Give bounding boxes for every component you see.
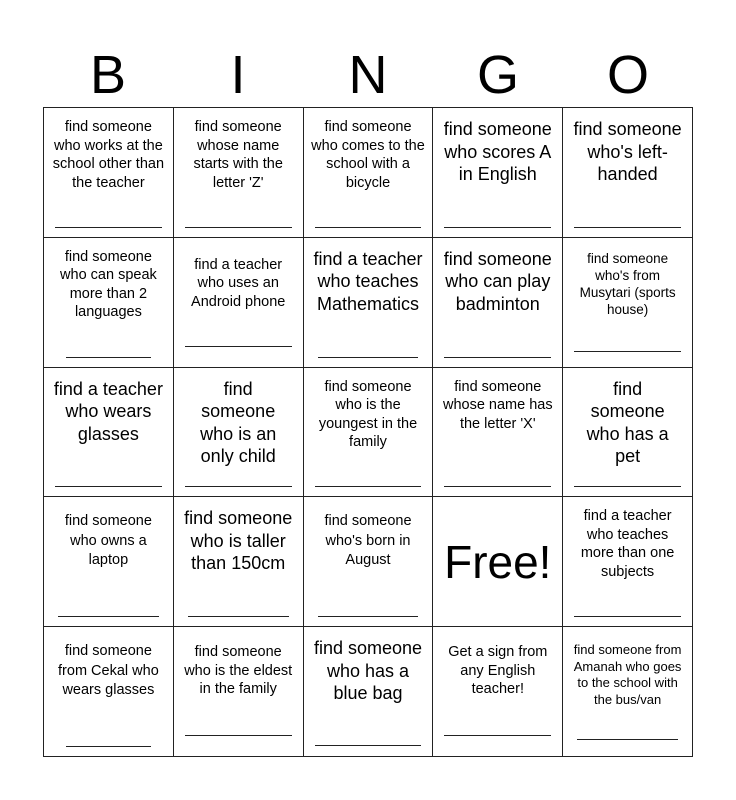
bingo-cell[interactable] bbox=[304, 497, 434, 627]
cell-prompt: find someone who is an only child bbox=[200, 378, 277, 467]
signature-line bbox=[55, 486, 162, 487]
signature-line bbox=[315, 745, 422, 746]
bingo-cell[interactable] bbox=[174, 368, 304, 498]
signature-line bbox=[66, 746, 151, 747]
cell-prompt: find a teacher who teaches more than one subjects bbox=[580, 508, 675, 580]
signature-line bbox=[444, 486, 551, 487]
bingo-cell[interactable] bbox=[433, 627, 563, 757]
header-letter-i: I bbox=[230, 45, 246, 105]
signature-line bbox=[574, 616, 681, 617]
cell-prompt: find someone who has a pet bbox=[586, 378, 669, 467]
bingo-grid bbox=[43, 107, 693, 757]
cell-prompt: find someone who owns a laptop bbox=[64, 513, 152, 569]
signature-line bbox=[318, 616, 419, 617]
cell-prompt: Get a sign from any English teacher! bbox=[448, 644, 548, 698]
cell-prompt: find someone who's born in August bbox=[324, 513, 412, 569]
signature-line bbox=[444, 357, 551, 358]
signature-line bbox=[66, 357, 151, 358]
signature-line bbox=[185, 346, 292, 347]
bingo-cell[interactable] bbox=[44, 368, 174, 498]
signature-line bbox=[55, 227, 162, 228]
bingo-cell[interactable] bbox=[304, 368, 434, 498]
cell-prompt: find someone who can speak more than 2 languages bbox=[60, 248, 157, 321]
cell-prompt: find a teacher who teaches Mathematics bbox=[313, 248, 423, 314]
bingo-cell[interactable] bbox=[563, 238, 693, 368]
bingo-cell[interactable] bbox=[563, 627, 693, 757]
cell-prompt: find someone who is the youngest in the family bbox=[318, 378, 418, 451]
cell-prompt: find someone who is the eldest in the family bbox=[184, 644, 293, 698]
cell-prompt: find someone who's from Musytari (sports house) bbox=[579, 250, 676, 317]
header-letter-o: O bbox=[606, 45, 649, 105]
signature-line bbox=[185, 735, 292, 736]
signature-line bbox=[318, 357, 419, 358]
cell-prompt: find someone who is taller than 150cm bbox=[184, 508, 293, 574]
signature-line bbox=[185, 486, 292, 487]
signature-line bbox=[188, 616, 289, 617]
cell-prompt: find someone from Cekal who wears glasses bbox=[58, 643, 159, 699]
cell-prompt: find a teacher who wears glasses bbox=[53, 378, 163, 444]
bingo-cell[interactable] bbox=[174, 497, 304, 627]
signature-line bbox=[574, 486, 681, 487]
bingo-cell[interactable] bbox=[174, 238, 304, 368]
bingo-cell[interactable] bbox=[563, 497, 693, 627]
bingo-cell[interactable] bbox=[44, 497, 174, 627]
bingo-header bbox=[43, 44, 693, 106]
header-letter-b: B bbox=[89, 45, 127, 105]
bingo-cell[interactable] bbox=[44, 238, 174, 368]
bingo-cell[interactable] bbox=[433, 368, 563, 498]
signature-line bbox=[315, 486, 422, 487]
signature-line bbox=[185, 227, 292, 228]
cell-prompt: find someone who's left-handed bbox=[573, 119, 682, 184]
bingo-cell[interactable] bbox=[563, 108, 693, 238]
cell-prompt: find someone who comes to the school with a bicycle bbox=[311, 119, 425, 191]
bingo-cell[interactable] bbox=[44, 108, 174, 238]
signature-line bbox=[315, 227, 422, 228]
cell-prompt: find someone who works at the school other than the teacher bbox=[52, 119, 165, 191]
bingo-cell[interactable] bbox=[433, 108, 563, 238]
cell-prompt: find someone whose name starts with the letter 'Z' bbox=[193, 119, 283, 191]
signature-line bbox=[444, 227, 551, 228]
signature-line bbox=[58, 616, 159, 617]
bingo-cell[interactable] bbox=[174, 108, 304, 238]
cell-prompt: find someone who scores A in English bbox=[443, 119, 552, 184]
bingo-cell[interactable] bbox=[44, 627, 174, 757]
bingo-cell[interactable] bbox=[433, 238, 563, 368]
cell-prompt: find someone from Amanah who goes to the school with the bus/van bbox=[573, 642, 682, 707]
cell-prompt: find someone who can play badminton bbox=[443, 248, 552, 314]
signature-line bbox=[574, 227, 681, 228]
cell-prompt: find someone whose name has the letter 'X' bbox=[442, 378, 553, 432]
header-letter-n: N bbox=[348, 45, 388, 105]
signature-line bbox=[577, 739, 678, 740]
signature-line bbox=[444, 735, 551, 736]
bingo-cell[interactable] bbox=[174, 627, 304, 757]
free-label: Free! bbox=[444, 535, 552, 588]
bingo-cell[interactable] bbox=[563, 368, 693, 498]
bingo-cell[interactable] bbox=[304, 108, 434, 238]
header-letter-g: G bbox=[476, 45, 519, 105]
bingo-cell[interactable] bbox=[304, 238, 434, 368]
cell-prompt: find a teacher who uses an Android phone bbox=[191, 256, 286, 310]
bingo-cell[interactable] bbox=[304, 627, 434, 757]
cell-prompt: find someone who has a blue bag bbox=[313, 638, 423, 704]
free-space[interactable] bbox=[433, 497, 563, 627]
signature-line bbox=[574, 351, 681, 352]
